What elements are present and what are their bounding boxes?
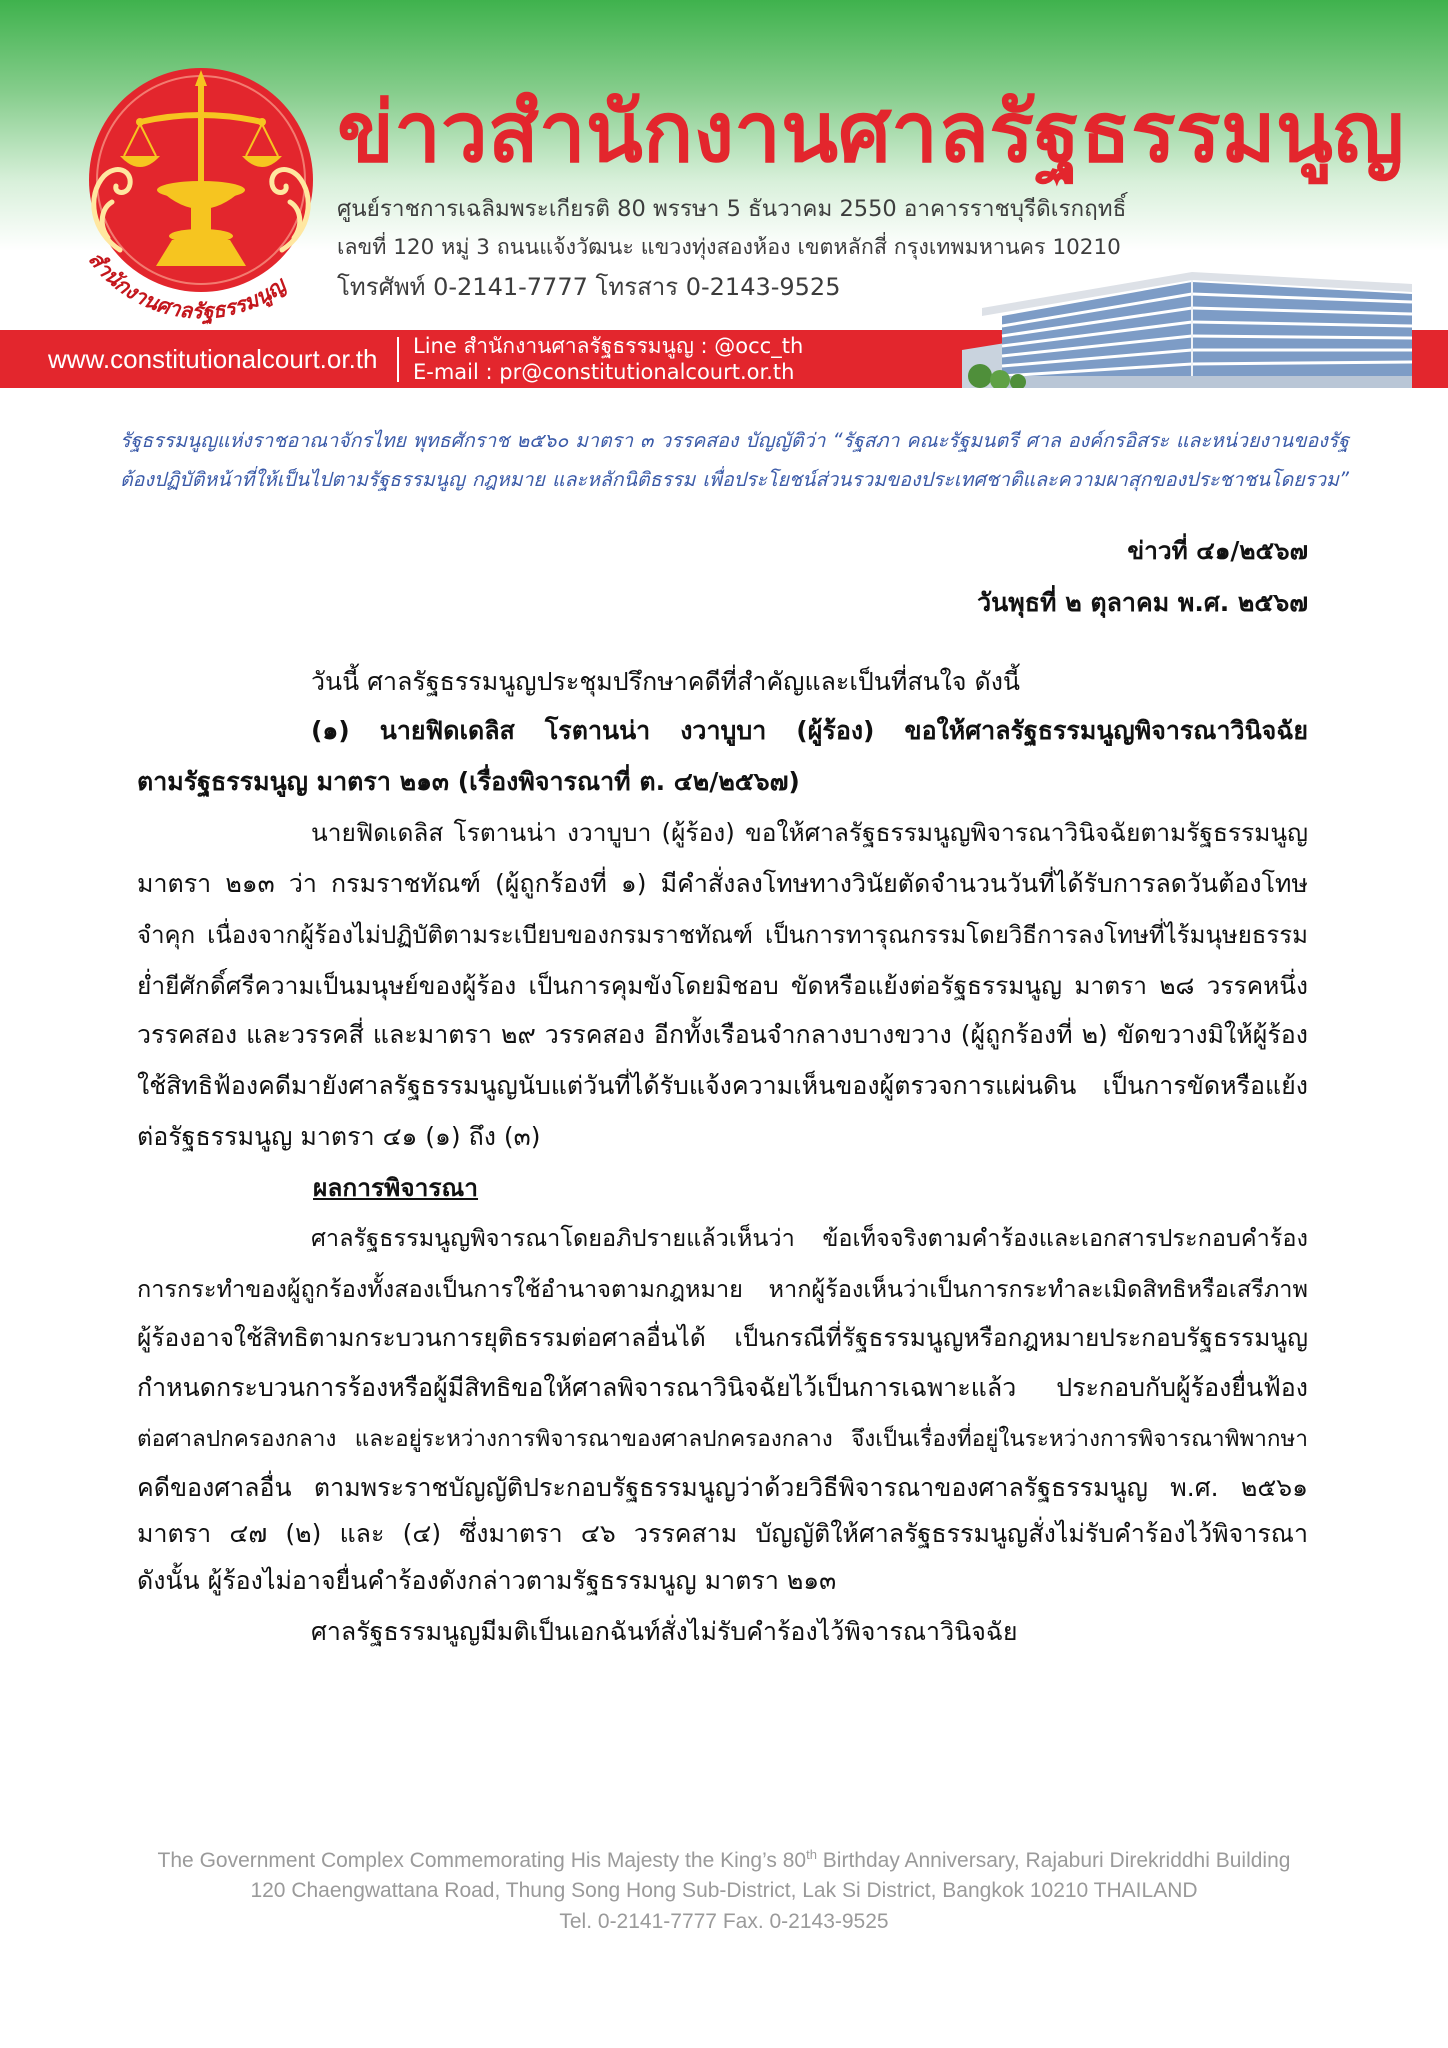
line-contact: Line สำนักงานศาลรัฐธรรมนูญ : @occ_th — [413, 334, 804, 358]
footer-address-line: 120 Chaengwattana Road, Thung Song Hong Sub-District, Lak Si District, Bangkok 10210 THAILAND — [250, 1879, 1198, 1902]
result-heading: ผลการพิจารณา — [313, 1173, 479, 1202]
footer-building-text-a: The Government Complex Commemorating His Majesty the King’s 80 — [157, 1849, 807, 1872]
case-summary-line-3: จำคุก เนื่องจากผู้ร้องไม่ปฏิบัติตามระเบียบของกรมราชทัณฑ์ เป็นการทารุณกรรมโดยวิธีการลงโทษที่ไร้มนุษยธรรม — [137, 921, 1308, 949]
intro-line: วันนี้ ศาลรัฐธรรมนูญประชุมปรึกษาคดีที่สำคัญและเป็นที่สนใจ ดังนี้ — [311, 667, 1021, 696]
footer-building-line — [0, 1846, 1448, 1876]
footer-phone-line: Tel. 0-2141-7777 Fax. 0-2143-9525 — [559, 1910, 889, 1933]
case-title-line-2: ตามรัฐธรรมนูญ มาตรา ๒๑๓ (เรื่องพิจารณาที่ ต. ๔๒/๒๕๖๗) — [137, 767, 800, 796]
header-title: ข่าวสำนักงานศาลรัฐธรรมนูญ — [337, 83, 1404, 181]
ruling-line: ศาลรัฐธรรมนูญมีมติเป็นเอกฉันท์สั่งไม่รับคำร้องไว้พิจารณาวินิจฉัย — [311, 1617, 1018, 1646]
result-line-5: ต่อศาลปกครองกลาง และอยู่ระหว่างการพิจารณาของศาลปกครองกลาง จึงเป็นเรื่องที่อยู่ในระหว่างการพิจารณาพิพากษา — [137, 1426, 1308, 1452]
case-summary-line-5: วรรคสอง และวรรคสี่ และมาตรา ๒๙ วรรคสอง อีกทั้งเรือนจำกลางบางขวาง (ผู้ถูกร้องที่ ๒) ขัดขวางมิให้ผู้ร้อง — [137, 1020, 1308, 1049]
case-summary-line-1: นายฟิดเดลิส โรตานน่า งวาบูบา (ผู้ร้อง) ขอให้ศาลรัฐธรรมนูญพิจารณาวินิจฉัยตามรัฐธรรมนูญ — [311, 818, 1308, 847]
case-summary-line-2: มาตรา ๒๑๓ ว่า กรมราชทัณฑ์ (ผู้ถูกร้องที่ ๑) มีคำสั่งลงโทษทางวินัยตัดจำนวนวันที่ได้รับการลดวันต้องโทษ — [137, 869, 1308, 898]
footer-ordinal-suffix: th — [806, 1847, 817, 1862]
court-logo — [0, 0, 360, 330]
case-summary-line-4: ย่ำยีศักดิ์ศรีความเป็นมนุษย์ของผู้ร้อง เป็นการคุมขังโดยมิชอบ ขัดหรือแย้งต่อรัฐธรรมนูญ มาตรา ๒๘ วรรคหนึ่ง — [137, 971, 1308, 1000]
case-title-line-1: (๑) นายฟิดเดลิส โรตานน่า งวาบูบา (ผู้ร้อง) ขอให้ศาลรัฐธรรมนูญพิจารณาวินิจฉัย — [311, 716, 1308, 745]
result-line-8: ดังนั้น ผู้ร้องไม่อาจยื่นคำร้องดังกล่าวตามรัฐธรรมนูญ มาตรา ๒๑๓ — [137, 1566, 837, 1595]
result-line-3: ผู้ร้องอาจใช้สิทธิตามกระบวนการยุติธรรมต่อศาลอื่นได้ เป็นกรณีที่รัฐธรรมนูญหรือกฎหมายประกอบรัฐธรรมนูญ — [137, 1323, 1308, 1352]
result-line-7: มาตรา ๔๗ (๒) และ (๔) ซึ่งมาตรา ๔๖ วรรคสาม บัญญัติให้ศาลรัฐธรรมนูญสั่งไม่รับคำร้องไว้พิจารณา — [137, 1519, 1308, 1548]
address-line-2: เลขที่ 120 หมู่ 3 ถนนแจ้งวัฒนะ แขวงทุ่งสองห้อง เขตหลักสี่ กรุงเทพมหานคร 10210 — [337, 235, 1121, 260]
footer-building-text-b: Birthday Anniversary, Rajaburi Direkriddhi Building — [816, 1849, 1291, 1872]
result-line-6: คดีของศาลอื่น ตามพระราชบัญญัติประกอบรัฐธรรมนูญว่าด้วยวิธีพิจารณาของศาลรัฐธรรมนูญ พ.ศ. ๒๕๖๑ — [137, 1473, 1308, 1502]
email-contact: E-mail : pr@constitutionalcourt.or.th — [413, 360, 795, 384]
result-line-4: กำหนดกระบวนการร้องหรือผู้มีสิทธิขอให้ศาลพิจารณาวินิจฉัยไว้เป็นการเฉพาะแล้ว ประกอบกับผู้ร้องยื่นฟ้อง — [137, 1373, 1308, 1402]
address-line-1: ศูนย์ราชการเฉลิมพระเกียรติ 80 พรรษา 5 ธันวาคม 2550 อาคารราชบุรีดิเรกฤทธิ์ — [337, 196, 1127, 222]
news-date: วันพุธที่ ๒ ตุลาคม พ.ศ. ๒๕๖๗ — [977, 588, 1308, 617]
result-line-1: ศาลรัฐธรรมนูญพิจารณาโดยอภิปรายแล้วเห็นว่า ข้อเท็จจริงตามคำร้องและเอกสารประกอบคำร้อง — [311, 1224, 1308, 1252]
case-summary-line-7: ต่อรัฐธรรมนูญ มาตรา ๔๑ (๑) ถึง (๓) — [137, 1122, 541, 1151]
contact-band-divider — [397, 337, 399, 382]
phone-fax-line: โทรศัพท์ 0-2141-7777 โทรสาร 0-2143-9525 — [337, 273, 841, 301]
case-summary-line-6: ใช้สิทธิฟ้องคดีมายังศาลรัฐธรรมนูญนับแต่วันที่ได้รับแจ้งความเห็นของผู้ตรวจการแผ่นดิน เป็นการขัดหรือแย้ง — [137, 1071, 1308, 1100]
result-line-2: การกระทำของผู้ถูกร้องทั้งสองเป็นการใช้อำนาจตามกฎหมาย หากผู้ร้องเห็นว่าเป็นการกระทำละเมิดสิทธิหรือเสรีภาพ — [137, 1275, 1308, 1303]
website-url: www.constitutionalcourt.or.th — [48, 344, 378, 374]
court-building-illustration — [962, 268, 1412, 388]
constitution-quote-line-2: ต้องปฏิบัติหน้าที่ให้เป็นไปตามรัฐธรรมนูญ กฎหมาย และหลักนิติธรรม เพื่อประโยชน์ส่วนรวมของประเทศชาติและความผาสุกของประชาชนโดยรวม” — [120, 468, 1349, 491]
news-number: ข่าวที่ ๔๑/๒๕๖๗ — [1127, 536, 1308, 565]
constitution-quote-line-1: รัฐธรรมนูญแห่งราชอาณาจักรไทย พุทธศักราช ๒๕๖๐ มาตรา ๓ วรรคสอง บัญญัติว่า “รัฐสภา คณะรัฐมนตรี ศาล องค์กรอิสระ และหน่วยงานของรัฐ — [120, 429, 1349, 452]
logo-arc-text: สำนักงานศาลรัฐธรรมนูญ — [83, 247, 291, 324]
